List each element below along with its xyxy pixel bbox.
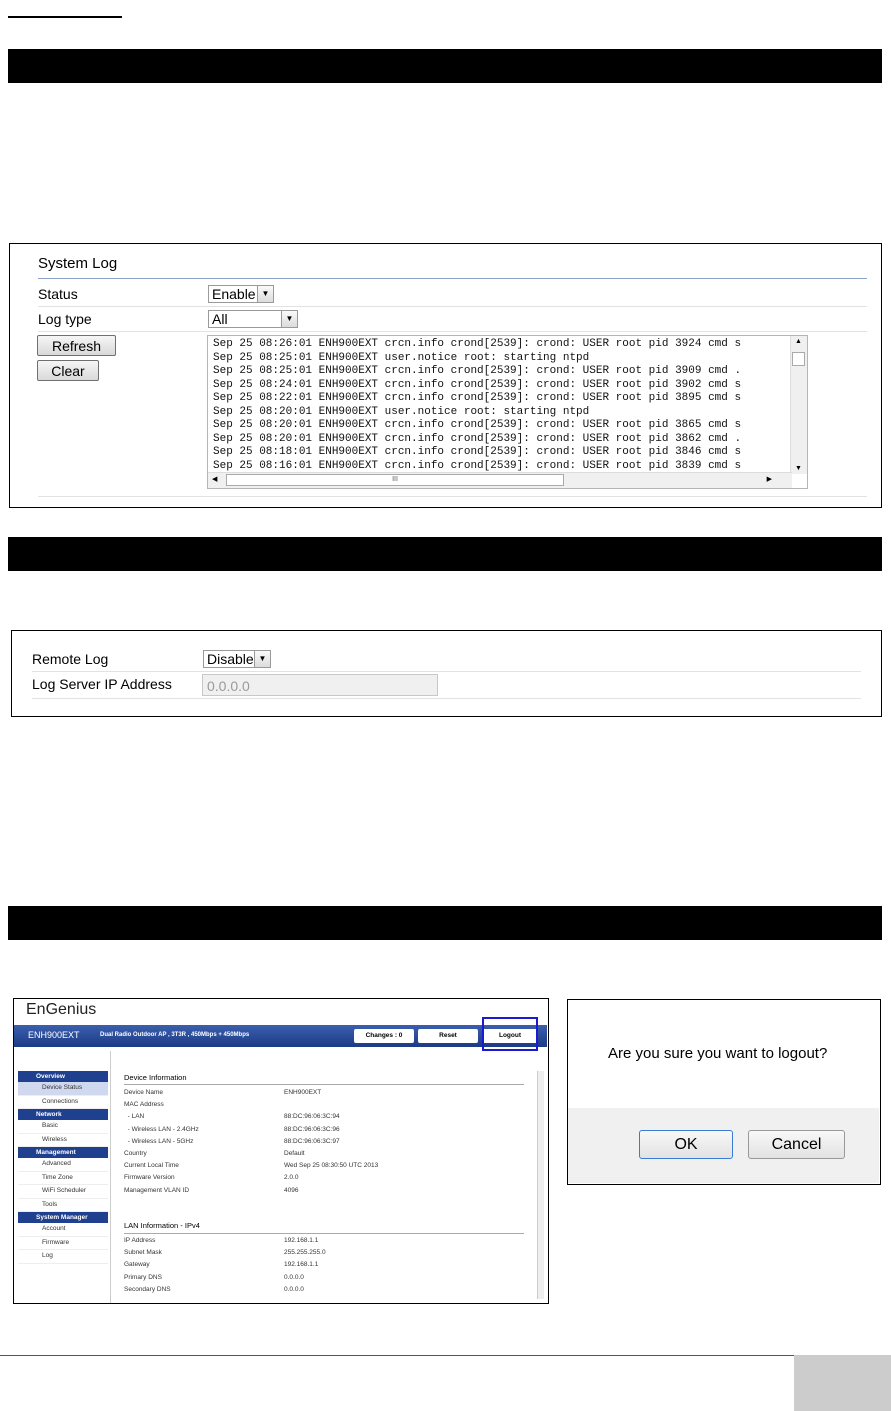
- section-bar-3: [8, 906, 882, 940]
- status-value: Enable: [212, 286, 256, 302]
- scroll-right-icon[interactable]: ▶: [766, 476, 772, 483]
- sidebar-section-head[interactable]: Management: [18, 1147, 108, 1158]
- info-value: ENH900EXT: [284, 1089, 322, 1096]
- header-rule: [8, 16, 122, 18]
- engenius-logo: EnGenius: [26, 1001, 97, 1018]
- info-key: MAC Address: [124, 1101, 164, 1109]
- sidebar-item[interactable]: Log: [18, 1250, 108, 1264]
- section-rule: [124, 1084, 524, 1085]
- refresh-button[interactable]: Refresh: [37, 335, 116, 356]
- info-key: Current Local Time: [124, 1162, 179, 1170]
- log-line: Sep 25 08:24:01 ENH900EXT crcn.info crond[2539]: crond: USER root pid 3902 cmd s: [213, 378, 742, 391]
- device-info-title: Device Information: [124, 1073, 187, 1082]
- log-line: Sep 25 08:22:01 ENH900EXT crcn.info crond[2539]: crond: USER root pid 3895 cmd s: [213, 392, 742, 404]
- vertical-scrollbar[interactable]: [537, 1071, 544, 1299]
- sidebar-item[interactable]: Connections: [18, 1096, 108, 1110]
- info-row: [124, 1185, 524, 1197]
- log-textarea[interactable]: [207, 335, 808, 489]
- hscroll-thumb[interactable]: III: [226, 474, 564, 486]
- log-line: Sep 25 08:25:01 ENH900EXT crcn.info crond[2539]: crond: USER root pid 3909 cmd .: [213, 365, 742, 377]
- info-value: 192.168.1.1: [284, 1261, 319, 1269]
- info-row: [124, 1160, 524, 1172]
- info-value: 0.0.0.0: [284, 1273, 304, 1281]
- log-lines: [213, 338, 741, 473]
- info-key: Country: [124, 1150, 147, 1158]
- remote-log-select[interactable]: [203, 650, 271, 668]
- section-bar-1: [8, 49, 882, 83]
- info-value: 2.0.0: [284, 1174, 299, 1182]
- log-line: Sep 25 08:20:01 ENH900EXT crcn.info crond[2539]: crond: USER root pid 3865 cmd s: [213, 419, 742, 431]
- logout-highlight: [482, 1017, 538, 1051]
- model-subtitle: Dual Radio Outdoor AP , 3T3R , 450Mbps + 450Mbps: [100, 1032, 250, 1038]
- clear-button[interactable]: Clear: [37, 360, 99, 381]
- remote-log-label: Remote Log: [32, 651, 109, 667]
- info-row: [124, 1087, 524, 1099]
- page-number-box: [794, 1355, 891, 1411]
- logout-dialog: [567, 999, 881, 1185]
- model-name: ENH900EXT: [28, 1030, 80, 1040]
- device-info-table: [124, 1087, 524, 1197]
- footer-rule: [0, 1355, 891, 1356]
- info-row: [124, 1247, 524, 1259]
- reset-button[interactable]: Reset: [418, 1029, 478, 1043]
- chevron-down-icon: ▼: [257, 286, 273, 302]
- info-row: [124, 1284, 524, 1296]
- status-select[interactable]: [208, 285, 274, 303]
- scroll-thumb[interactable]: [792, 352, 805, 366]
- sidebar-item[interactable]: WiFi Scheduler: [18, 1185, 108, 1199]
- status-label: Status: [38, 286, 78, 302]
- info-value: 255.255.255.0: [284, 1249, 326, 1257]
- info-row: [124, 1172, 524, 1184]
- info-value: Default: [284, 1150, 305, 1158]
- logtype-select[interactable]: [208, 310, 298, 328]
- logtype-label: Log type: [38, 311, 92, 327]
- info-key: Management VLAN ID: [124, 1186, 190, 1194]
- chevron-down-icon: ▼: [254, 651, 270, 667]
- remote-log-value: Disable: [207, 651, 254, 667]
- device-ui-screenshot: [13, 998, 549, 1304]
- log-server-label: Log Server IP Address: [32, 676, 172, 692]
- info-value: 88:DC:96:06:3C:96: [284, 1125, 340, 1133]
- sidebar-item[interactable]: Wireless: [18, 1134, 108, 1148]
- changes-button[interactable]: Changes : 0: [354, 1029, 414, 1043]
- info-key: Gateway: [124, 1261, 150, 1269]
- horizontal-scrollbar[interactable]: [208, 472, 792, 488]
- section-bar-2: [8, 537, 882, 571]
- sidebar-nav: [18, 1071, 108, 1264]
- info-value: 4096: [284, 1186, 299, 1194]
- info-key: Secondary DNS: [124, 1285, 171, 1293]
- info-value: 88:DC:96:06:3C:94: [284, 1113, 340, 1121]
- sidebar-item[interactable]: Time Zone: [18, 1172, 108, 1186]
- info-row: [124, 1148, 524, 1160]
- log-line: Sep 25 08:16:01 ENH900EXT crcn.info crond[2539]: crond: USER root pid 3839 cmd s: [213, 459, 742, 472]
- log-server-ip-field[interactable]: 0.0.0.0: [202, 674, 438, 696]
- log-line: Sep 25 08:25:01 ENH900EXT user.notice root: starting ntpd: [213, 351, 590, 364]
- info-row: [124, 1272, 524, 1284]
- info-key: - Wireless LAN - 5GHz: [124, 1137, 194, 1145]
- log-line: Sep 25 08:26:01 ENH900EXT crcn.info crond[2539]: crond: USER root pid 3924 cmd s: [213, 338, 742, 350]
- logout-button[interactable]: Logout: [482, 1029, 538, 1043]
- sidebar-item[interactable]: Device Status: [18, 1082, 108, 1096]
- sidebar-item[interactable]: Firmware: [18, 1237, 108, 1251]
- row-divider: [38, 306, 867, 307]
- scroll-left-icon[interactable]: ◀: [212, 476, 218, 483]
- info-row: [124, 1111, 524, 1123]
- info-row: [124, 1259, 524, 1271]
- info-row: [124, 1235, 524, 1247]
- info-key: Device Name: [124, 1089, 164, 1096]
- info-key: IP Address: [124, 1237, 156, 1244]
- sidebar-item[interactable]: Tools: [18, 1199, 108, 1213]
- ok-button[interactable]: OK: [639, 1130, 733, 1159]
- lan-info-title: LAN Information - IPv4: [124, 1221, 200, 1230]
- log-line: Sep 25 08:20:01 ENH900EXT crcn.info crond[2539]: crond: USER root pid 3862 cmd .: [213, 432, 742, 445]
- row-divider: [38, 331, 867, 332]
- info-key: - Wireless LAN - 2.4GHz: [124, 1125, 199, 1133]
- sidebar-section-head[interactable]: Network: [18, 1109, 108, 1120]
- info-row: [124, 1136, 524, 1148]
- info-row: [124, 1124, 524, 1136]
- info-key: Firmware Version: [124, 1174, 175, 1182]
- sidebar-item[interactable]: Basic: [18, 1120, 108, 1134]
- log-line: Sep 25 08:20:01 ENH900EXT user.notice root: starting ntpd: [213, 405, 590, 418]
- title-rule: [38, 278, 867, 279]
- vertical-scrollbar[interactable]: [790, 336, 807, 474]
- system-log-title: System Log: [38, 255, 118, 272]
- info-value: Wed Sep 25 08:30:50 UTC 2013: [284, 1162, 379, 1170]
- scroll-down-icon[interactable]: ▼: [795, 465, 802, 472]
- chevron-down-icon: ▼: [281, 311, 297, 327]
- section-rule: [124, 1233, 524, 1234]
- info-row: [124, 1099, 524, 1111]
- sidebar-item[interactable]: Account: [18, 1223, 108, 1237]
- row-divider: [38, 496, 867, 497]
- log-line: Sep 25 08:18:01 ENH900EXT crcn.info crond[2539]: crond: USER root pid 3846 cmd s: [213, 446, 742, 458]
- sidebar-section-head[interactable]: System Manager: [18, 1212, 108, 1223]
- sidebar-item[interactable]: Advanced: [18, 1158, 108, 1172]
- row-divider: [32, 698, 861, 699]
- info-value: 0.0.0.0: [284, 1285, 304, 1293]
- logtype-value: All: [212, 311, 228, 327]
- info-value: 88:DC:96:06:3C:97: [284, 1137, 340, 1145]
- lan-info-table: [124, 1235, 524, 1296]
- sidebar-divider: [110, 1051, 111, 1303]
- info-key: - LAN: [124, 1113, 145, 1121]
- info-key: Subnet Mask: [124, 1249, 162, 1257]
- info-key: Primary DNS: [124, 1273, 162, 1281]
- device-header-bar: [14, 1025, 547, 1047]
- logout-question: Are you sure you want to logout?: [608, 1045, 828, 1062]
- cancel-button[interactable]: Cancel: [748, 1130, 845, 1159]
- row-divider: [32, 671, 861, 672]
- info-value: 192.168.1.1: [284, 1237, 319, 1244]
- sidebar-section-head[interactable]: Overview: [18, 1071, 108, 1082]
- scroll-up-icon[interactable]: ▲: [795, 338, 802, 345]
- remote-log-panel: [11, 630, 882, 717]
